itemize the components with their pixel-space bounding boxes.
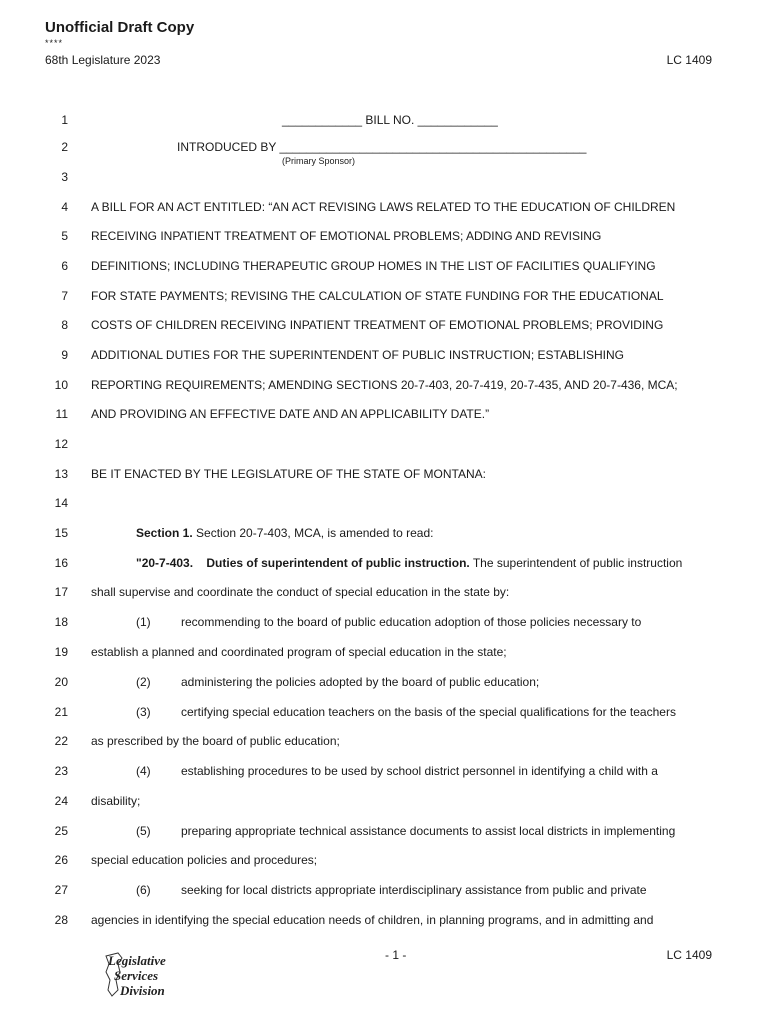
line-number: 13 <box>54 467 68 481</box>
svg-text:Division: Division <box>120 983 165 998</box>
line-number: 22 <box>54 734 68 748</box>
line-number: 4 <box>61 200 68 214</box>
line-text: BE IT ENACTED BY THE LEGISLATURE OF THE STATE OF MONTANA: <box>91 467 486 481</box>
line-text: A BILL FOR AN ACT ENTITLED: “AN ACT REVISING LAWS RELATED TO THE EDUCATION OF CHILDREN <box>91 200 676 214</box>
line-number: 7 <box>61 289 68 303</box>
subsection-number: (4) <box>136 764 151 778</box>
line-number: 26 <box>54 853 68 867</box>
line-number: 15 <box>54 526 68 540</box>
line-number: 10 <box>54 378 68 392</box>
line-28 <box>0 913 770 933</box>
line-10 <box>0 378 770 398</box>
line-9 <box>0 348 770 368</box>
line-number: 28 <box>54 913 68 927</box>
line-text: DEFINITIONS; INCLUDING THERAPEUTIC GROUP HOMES IN THE LIST OF FACILITIES QUALIFYING <box>91 259 656 273</box>
line-15 <box>0 526 770 546</box>
line-number: 25 <box>54 824 68 838</box>
draft-title: Unofficial Draft Copy <box>45 19 195 36</box>
line-27 <box>0 883 770 903</box>
line-19 <box>0 645 770 665</box>
line-2 <box>0 140 770 160</box>
line-6 <box>0 259 770 279</box>
line-text: certifying special education teachers on the basis of the special qualifications for the teachers <box>181 705 676 719</box>
section-label: Section 1. <box>136 526 193 540</box>
section-text: Section 20-7-403, MCA, is amended to read: <box>192 526 434 540</box>
line-16 <box>0 556 770 576</box>
line-number: 19 <box>54 645 68 659</box>
line-text: recommending to the board of public education adoption of those policies necessary to <box>181 615 642 629</box>
line-text: agencies in identifying the special education needs of children, in planning programs, and in admitting and <box>91 913 654 927</box>
line-21 <box>0 705 770 725</box>
line-3 <box>0 170 770 190</box>
line-text: preparing appropriate technical assistance documents to assist local districts in implementing <box>181 824 676 838</box>
line-23 <box>0 764 770 784</box>
line-text: establish a planned and coordinated program of special education in the state; <box>91 645 507 659</box>
line-number: 12 <box>54 437 68 451</box>
draft-stars: **** <box>45 38 64 48</box>
line-text: special education policies and procedures; <box>91 853 318 867</box>
line-text: COSTS OF CHILDREN RECEIVING INPATIENT TREATMENT OF EMOTIONAL PROBLEMS; PROVIDING <box>91 318 664 332</box>
legislature-label: 68th Legislature 2023 <box>45 53 161 67</box>
line-18 <box>0 615 770 635</box>
line-text: as prescribed by the board of public education; <box>91 734 340 748</box>
subsection-number: (1) <box>136 615 151 629</box>
line-8 <box>0 318 770 338</box>
line-7 <box>0 289 770 309</box>
line-number: 8 <box>61 318 68 332</box>
subsection-number: (5) <box>136 824 151 838</box>
line-text: shall supervise and coordinate the conduct of special education in the state by: <box>91 585 510 599</box>
line-number: 18 <box>54 615 68 629</box>
line-5 <box>0 229 770 249</box>
statute-text: The superintendent of public instruction <box>469 556 683 570</box>
lc-number-top: LC 1409 <box>666 53 712 67</box>
line-number: 21 <box>54 705 68 719</box>
line-text: establishing procedures to be used by school district personnel in identifying a child with a <box>181 764 658 778</box>
line-14 <box>0 496 770 516</box>
line-number: 27 <box>54 883 68 897</box>
line-17 <box>0 585 770 605</box>
line-number: 5 <box>61 229 68 243</box>
line-number: 23 <box>54 764 68 778</box>
line-number: 11 <box>55 407 68 421</box>
line-number: 6 <box>61 259 68 273</box>
line-text: REPORTING REQUIREMENTS; AMENDING SECTIONS 20-7-403, 20-7-419, 20-7-435, AND 20-7-436, MCA; <box>91 378 678 392</box>
lc-number-bottom: LC 1409 <box>666 948 712 962</box>
line-25 <box>0 824 770 844</box>
statute-heading <box>136 556 682 570</box>
line-13 <box>0 467 770 487</box>
line-22 <box>0 734 770 754</box>
line-text: seeking for local districts appropriate interdisciplinary assistance from public and private <box>181 883 647 897</box>
line-12 <box>0 437 770 457</box>
line-4 <box>0 200 770 220</box>
line-11 <box>0 407 770 427</box>
statute-title: "20-7-403. Duties of superintendent of public instruction. <box>136 556 470 570</box>
line-text: RECEIVING INPATIENT TREATMENT OF EMOTIONAL PROBLEMS; ADDING AND REVISING <box>91 229 602 243</box>
line-text: administering the policies adopted by the board of public education; <box>181 675 540 689</box>
line-number: 24 <box>54 794 68 808</box>
line-number: 3 <box>61 170 68 184</box>
line-number: 9 <box>61 348 68 362</box>
line-number: 17 <box>54 585 68 599</box>
line-text: ADDITIONAL DUTIES FOR THE SUPERINTENDENT OF PUBLIC INSTRUCTION; ESTABLISHING <box>91 348 624 362</box>
svg-text:Legislative: Legislative <box>108 953 166 968</box>
line-26 <box>0 853 770 873</box>
section-heading <box>136 526 433 540</box>
bill-no-line: ____________ BILL NO. ____________ <box>282 113 498 127</box>
page-number: - 1 - <box>385 948 407 962</box>
line-number: 20 <box>54 675 68 689</box>
line-text: disability; <box>91 794 141 808</box>
line-number: 16 <box>54 556 68 570</box>
svg-text:Services: Services <box>114 968 159 983</box>
subsection-number: (3) <box>136 705 151 719</box>
line-number: 1 <box>61 113 68 127</box>
line-1 <box>0 113 770 133</box>
line-text: AND PROVIDING AN EFFECTIVE DATE AND AN APPLICABILITY DATE.” <box>91 407 490 421</box>
line-number: 2 <box>61 140 68 154</box>
primary-sponsor-label: (Primary Sponsor) <box>282 156 356 166</box>
line-text: FOR STATE PAYMENTS; REVISING THE CALCULATION OF STATE FUNDING FOR THE EDUCATIONAL <box>91 289 664 303</box>
introduced-by: INTRODUCED BY ______________________________________________ <box>177 140 587 154</box>
line-20 <box>0 675 770 695</box>
subsection-number: (2) <box>136 675 151 689</box>
line-number: 14 <box>54 496 68 510</box>
legislative-services-division-logo <box>100 950 190 1000</box>
subsection-number: (6) <box>136 883 151 897</box>
line-24 <box>0 794 770 814</box>
